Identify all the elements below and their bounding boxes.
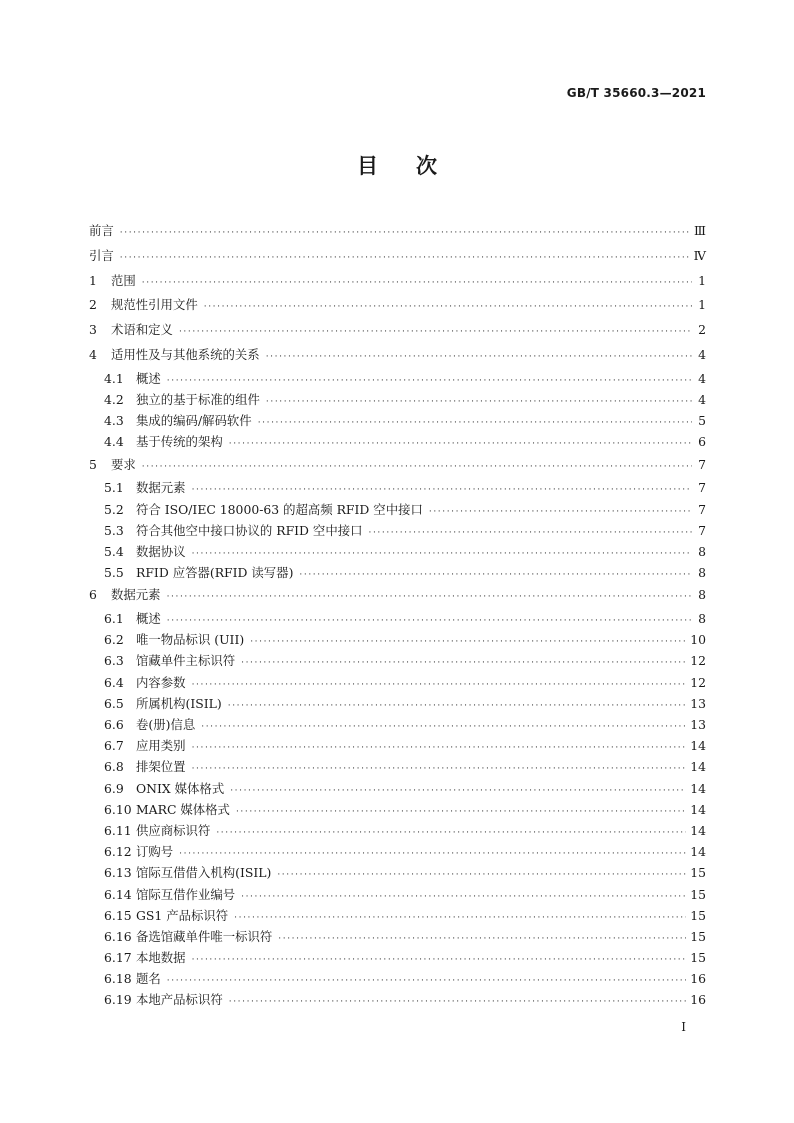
toc-entry-number: 6.12	[104, 844, 132, 860]
toc-entry-number: 6.13	[104, 865, 132, 881]
toc-entry[interactable]	[89, 820, 706, 841]
toc-entry-page: 2	[698, 322, 706, 338]
toc-entry-label: 范围	[111, 272, 136, 288]
toc-entry-label: 馆际互借作业编号	[136, 886, 236, 902]
toc-entry-label: 前言	[89, 223, 114, 238]
toc-entry-label: 数据元素	[111, 587, 161, 603]
toc-entry-number: 6.6	[104, 717, 124, 732]
toc-entry-number: 6.15	[104, 907, 132, 923]
toc-entry[interactable]	[89, 905, 706, 926]
toc-entry-page: 12	[690, 653, 706, 669]
toc-entry[interactable]	[89, 219, 706, 244]
dot-leader	[142, 455, 692, 480]
toc-entry-number: 6.16	[104, 928, 132, 944]
toc-entry-page: 1	[698, 272, 706, 288]
toc-entry-page: 1	[698, 297, 706, 313]
toc-entry[interactable]	[89, 672, 706, 693]
toc-entry-page: 8	[698, 611, 706, 627]
toc-entry-label: 供应商标识符	[136, 822, 211, 838]
toc-entry-page: Ⅲ	[694, 223, 706, 238]
toc-entry-label: 要求	[111, 456, 136, 472]
toc-entry-label: 引言	[89, 247, 114, 263]
toc-entry-number: 5	[89, 456, 97, 472]
toc-entry-page: 14	[690, 822, 706, 838]
toc-entry[interactable]	[89, 926, 706, 947]
toc-entry[interactable]	[89, 562, 706, 583]
toc-entry-number: 5.4	[104, 543, 124, 559]
toc-entry-page: 14	[690, 759, 706, 775]
toc-entry[interactable]	[89, 778, 706, 799]
toc-entry-number: 5.5	[104, 565, 124, 581]
toc-entry-label: 唯一物品标识 (UII)	[136, 632, 245, 648]
toc-entry[interactable]	[89, 318, 706, 343]
dot-leader	[142, 271, 692, 296]
toc-entry-number: 6.4	[104, 674, 124, 690]
page-folio: I	[681, 1020, 686, 1034]
toc-entry-label: 卷(册)信息	[136, 717, 196, 732]
toc-entry[interactable]	[89, 947, 706, 968]
toc-entry-number: 4	[89, 346, 97, 362]
toc-entry-page: 8	[698, 543, 706, 559]
toc-entry-page: 4	[698, 391, 706, 407]
toc-entry-page: 4	[698, 346, 706, 362]
toc-entry-page: 13	[690, 717, 706, 732]
toc-entry[interactable]	[89, 799, 706, 820]
toc-entry-page: 15	[690, 928, 706, 944]
toc-entry-label: 应用类别	[136, 738, 186, 754]
toc-entry[interactable]	[89, 453, 706, 478]
toc-entry-page: 13	[690, 695, 706, 711]
toc-entry-label: RFID 应答器(RFID 读写器)	[136, 565, 294, 581]
toc-entry-page: 14	[690, 738, 706, 754]
dot-leader	[204, 295, 692, 320]
toc-entry-page: 16	[690, 992, 706, 1008]
toc-entry-label: 馆藏单件主标识符	[136, 653, 236, 669]
toc-entry[interactable]	[89, 714, 706, 735]
table-of-contents	[89, 219, 706, 1011]
toc-entry[interactable]	[89, 244, 706, 269]
toc-entry-label: 本地数据	[136, 950, 186, 966]
toc-entry-label: MARC 媒体格式	[136, 801, 230, 817]
standard-code: GB/T 35660.3—2021	[566, 86, 706, 100]
toc-entry-label: 本地产品标识符	[136, 992, 223, 1008]
toc-entry-page: 4	[698, 370, 706, 386]
toc-entry-number: 6	[89, 587, 97, 603]
toc-entry[interactable]	[89, 841, 706, 862]
toc-entry-page: 14	[690, 780, 706, 796]
toc-entry-page: 8	[698, 565, 706, 581]
toc-entry-number: 6.18	[104, 971, 132, 987]
toc-entry-label: 概述	[136, 611, 161, 627]
dot-leader	[266, 345, 692, 370]
dot-leader	[179, 320, 692, 345]
toc-entry[interactable]	[89, 368, 706, 389]
toc-entry-label: 馆际互借借入机构(ISIL)	[136, 865, 272, 881]
toc-entry[interactable]	[89, 583, 706, 608]
toc-entry-page: 12	[690, 674, 706, 690]
toc-entry-page: 8	[698, 587, 706, 603]
toc-entry-page: 15	[690, 886, 706, 902]
toc-entry-label: 规范性引用文件	[111, 297, 198, 313]
toc-entry-label: 适用性及与其他系统的关系	[111, 346, 260, 362]
toc-entry[interactable]	[89, 410, 706, 431]
toc-entry-number: 6.3	[104, 653, 124, 669]
toc-entry[interactable]	[89, 608, 706, 629]
toc-entry-page: 7	[698, 522, 706, 538]
toc-entry-label: ONIX 媒体格式	[136, 780, 225, 796]
toc-entry-number: 4.3	[104, 413, 124, 429]
toc-entry[interactable]	[89, 520, 706, 541]
toc-entry-page: 10	[690, 632, 706, 648]
toc-entry[interactable]	[89, 693, 706, 714]
toc-entry-number: 5.3	[104, 522, 124, 538]
toc-entry-page: 15	[690, 950, 706, 966]
toc-entry-page: 16	[690, 971, 706, 987]
toc-entry-number: 6.11	[104, 822, 132, 838]
toc-entry-number: 3	[89, 322, 97, 338]
toc-entry-number: 1	[89, 272, 97, 288]
toc-entry[interactable]	[89, 756, 706, 777]
toc-entry-page: Ⅳ	[693, 247, 706, 263]
toc-entry-label: 概述	[136, 370, 161, 386]
toc-entry-number: 6.2	[104, 632, 124, 648]
toc-entry[interactable]	[89, 477, 706, 498]
toc-entry-label: 所属机构(ISIL)	[136, 695, 222, 711]
toc-entry[interactable]	[89, 989, 706, 1010]
toc-entry-label: 备选馆藏单件唯一标识符	[136, 928, 273, 944]
toc-entry-number: 5.1	[104, 480, 124, 496]
toc-entry-number: 6.14	[104, 886, 132, 902]
toc-entry[interactable]	[89, 293, 706, 318]
toc-entry-number: 2	[89, 297, 97, 313]
toc-entry[interactable]	[89, 735, 706, 756]
toc-entry[interactable]	[89, 541, 706, 562]
toc-entry-page: 7	[698, 501, 706, 517]
toc-entry-page: 14	[690, 844, 706, 860]
toc-entry-label: 独立的基于标准的组件	[136, 391, 260, 407]
toc-entry[interactable]	[89, 650, 706, 671]
toc-entry[interactable]	[89, 343, 706, 368]
toc-entry-number: 6.17	[104, 950, 132, 966]
toc-entry-label: 内容参数	[136, 674, 186, 690]
toc-entry-number: 6.19	[104, 992, 132, 1008]
toc-entry-label: 数据元素	[136, 480, 186, 496]
toc-entry-page: 6	[698, 434, 706, 450]
toc-entry-number: 6.10	[104, 801, 132, 817]
toc-entry-page: 15	[690, 865, 706, 881]
toc-entry-page: 15	[690, 907, 706, 923]
toc-entry[interactable]	[89, 389, 706, 410]
toc-entry-number: 5.2	[104, 501, 124, 517]
toc-entry-page: 7	[698, 480, 706, 496]
dot-leader	[120, 246, 690, 271]
toc-entry-number: 6.7	[104, 738, 124, 754]
dot-leader	[120, 221, 690, 246]
toc-entry[interactable]	[89, 499, 706, 520]
toc-entry-label: 术语和定义	[111, 322, 173, 338]
toc-entry-number: 4.4	[104, 434, 124, 450]
toc-entry-label: 符合其他空中接口协议的 RFID 空中接口	[136, 522, 363, 538]
toc-entry-number: 6.1	[104, 611, 124, 627]
toc-entry-number: 6.9	[104, 780, 124, 796]
toc-entry-page: 7	[698, 456, 706, 472]
toc-entry-label: 集成的编码/解码软件	[136, 413, 252, 429]
toc-entry-number: 6.5	[104, 695, 124, 711]
toc-entry-page: 14	[690, 801, 706, 817]
dot-leader	[167, 585, 692, 610]
toc-entry-label: 数据协议	[136, 543, 186, 559]
toc-entry-label: 题名	[136, 971, 161, 987]
toc-entry-label: 排架位置	[136, 759, 186, 775]
toc-entry-number: 4.1	[104, 370, 124, 386]
toc-entry-label: GS1 产品标识符	[136, 907, 229, 923]
toc-entry-label: 基于传统的架构	[136, 434, 223, 450]
toc-entry[interactable]	[89, 269, 706, 294]
page-title: 目次	[357, 153, 475, 178]
toc-entry-label: 符合 ISO/IEC 18000-63 的超高频 RFID 空中接口	[136, 501, 423, 517]
toc-entry[interactable]	[89, 884, 706, 905]
dot-leader	[229, 992, 686, 1013]
toc-entry[interactable]	[89, 862, 706, 883]
toc-entry-number: 4.2	[104, 391, 124, 407]
toc-entry[interactable]	[89, 431, 706, 452]
toc-entry-page: 5	[698, 413, 706, 429]
toc-entry[interactable]	[89, 629, 706, 650]
toc-entry-label: 订购号	[136, 844, 174, 860]
toc-entry-number: 6.8	[104, 759, 124, 775]
toc-entry[interactable]	[89, 968, 706, 989]
